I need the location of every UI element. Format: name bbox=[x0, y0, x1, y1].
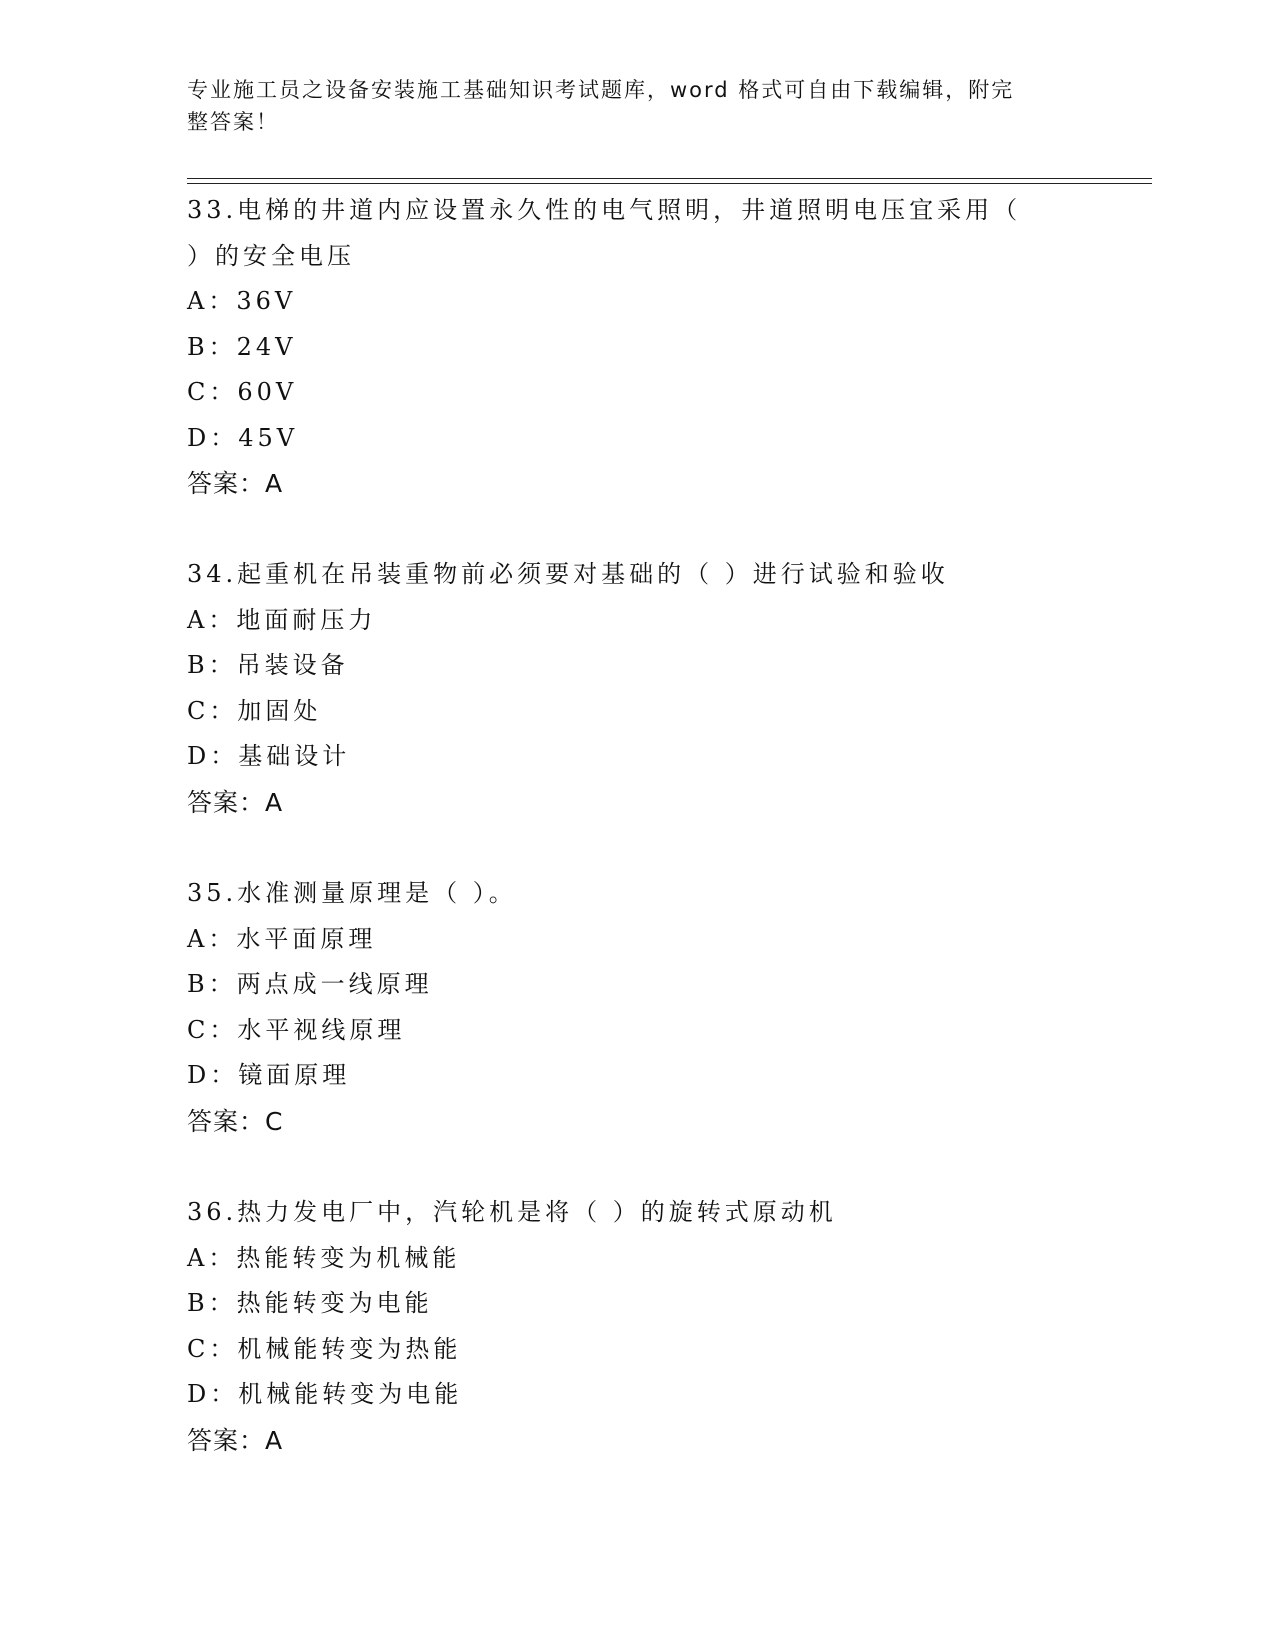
question-stem-line-1: 34.起重机在吊装重物前必须要对基础的（ ）进行试验和验收 bbox=[187, 560, 949, 588]
option-a: A：地面耐压力 bbox=[187, 605, 377, 634]
question-stem-line-2: ）的安全电压 bbox=[187, 241, 355, 270]
option-c: C：60V bbox=[187, 378, 298, 406]
option-c: C：水平视线原理 bbox=[187, 1015, 406, 1044]
option-d: D：镜面原理 bbox=[187, 1061, 351, 1089]
option-b: B：吊装设备 bbox=[187, 651, 349, 679]
header-line-2: 整答案！ bbox=[187, 110, 279, 134]
option-b: B：两点成一线原理 bbox=[187, 970, 433, 998]
question-35 bbox=[187, 871, 1067, 1144]
document-header bbox=[187, 74, 1067, 138]
option-d: D：机械能转变为电能 bbox=[187, 1380, 463, 1408]
question-stem-line-1: 36.热力发电厂中，汽轮机是将（ ）的旋转式原动机 bbox=[187, 1198, 837, 1226]
option-a: A：36V bbox=[187, 287, 297, 315]
option-b: B：热能转变为电能 bbox=[187, 1289, 433, 1317]
question-34 bbox=[187, 552, 1067, 825]
question-33 bbox=[187, 188, 1067, 506]
header-line-1: 专业施工员之设备安装施工基础知识考试题库，word 格式可自由下载编辑，附完 bbox=[187, 78, 1015, 102]
option-d: D：基础设计 bbox=[187, 742, 351, 770]
answer-label: 答案：A bbox=[187, 787, 284, 817]
option-a: A：水平面原理 bbox=[187, 924, 377, 953]
answer-label: 答案：A bbox=[187, 469, 284, 498]
option-d: D：45V bbox=[187, 423, 299, 452]
question-stem-line-1: 33.电梯的井道内应设置永久性的电气照明，井道照明电压宜采用（ bbox=[187, 196, 1022, 224]
header-divider-bottom bbox=[187, 183, 1152, 184]
option-c: C：加固处 bbox=[187, 696, 322, 725]
option-c: C：机械能转变为热能 bbox=[187, 1334, 462, 1363]
option-a: A：热能转变为机械能 bbox=[187, 1243, 461, 1272]
question-stem-line-1: 35.水准测量原理是（ ）。 bbox=[187, 879, 517, 907]
option-b: B：24V bbox=[187, 332, 297, 361]
question-36 bbox=[187, 1190, 1067, 1463]
answer-label: 答案：A bbox=[187, 1425, 284, 1455]
header-divider-top bbox=[187, 178, 1152, 179]
answer-label: 答案：C bbox=[187, 1106, 284, 1136]
